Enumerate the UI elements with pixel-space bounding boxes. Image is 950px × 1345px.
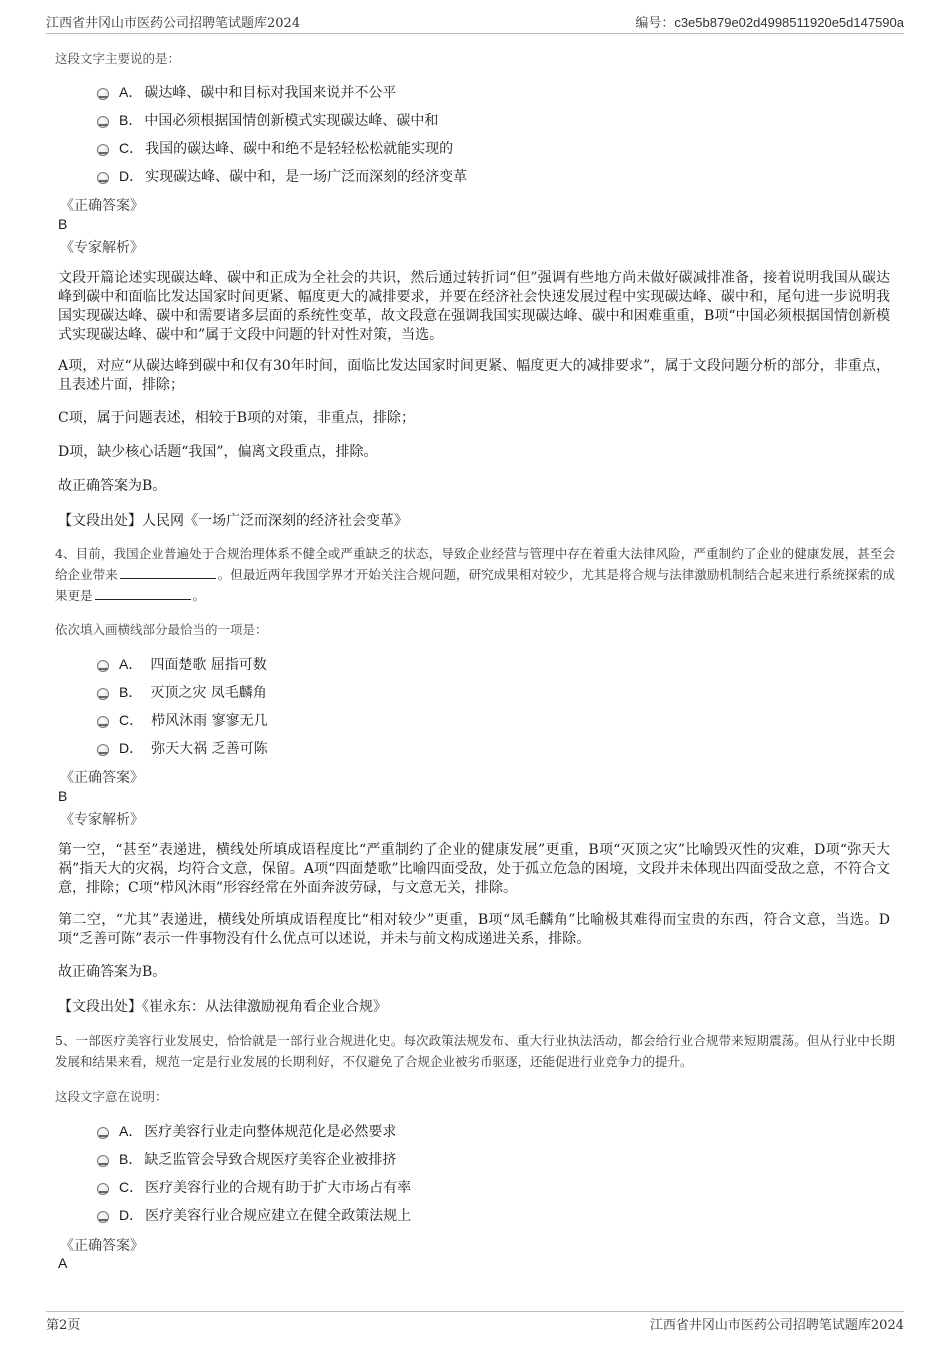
footer-title: 江西省井冈山市医药公司招聘笔试题库2024	[649, 1318, 904, 1333]
option-text: 我国的碳达峰、碳中和绝不是轻轻松松就能实现的	[145, 141, 454, 157]
blank-line	[95, 588, 191, 600]
doc-id-label: 编号：	[635, 16, 675, 31]
q3-analysis-para-5: 故正确答案为B。	[58, 478, 167, 494]
q4-option-c[interactable]	[97, 710, 268, 730]
q3-option-c[interactable]	[97, 138, 453, 158]
option-letter: A．	[119, 84, 143, 100]
option-letter: B．	[119, 112, 143, 128]
option-letter: A．	[119, 656, 143, 672]
option-text: 实现碳达峰、碳中和，是一场广泛而深刻的经济变革	[145, 169, 468, 185]
q3-analysis-para-2: A项，对应“从碳达峰到碳中和仅有30年时间，面临比发达国家时间更紧、幅度更大的减排要求”，属于文段问题分析的部分，非重点，且表述片面，排除；	[58, 358, 890, 393]
option-letter: B．	[119, 684, 143, 700]
q4-option-a[interactable]	[97, 654, 267, 674]
option-text: 栉风沐雨 寥寥无几	[151, 713, 268, 729]
blank-line	[120, 567, 216, 579]
radio-icon[interactable]	[97, 1211, 109, 1223]
option-text: 医疗美容行业的合规有助于扩大市场占有率	[145, 1180, 412, 1196]
q5-option-b[interactable]	[97, 1149, 396, 1169]
header-title: 江西省井冈山市医药公司招聘笔试题库2024	[46, 16, 301, 31]
radio-icon[interactable]	[97, 88, 109, 100]
header-doc-id	[635, 12, 904, 31]
radio-icon[interactable]	[97, 1183, 109, 1195]
q5-option-c[interactable]	[97, 1177, 411, 1197]
option-letter: C．	[119, 1179, 144, 1195]
radio-icon[interactable]	[97, 660, 109, 672]
option-letter: D．	[119, 740, 144, 756]
q3-answer-tag: 《正确答案》	[60, 198, 144, 214]
option-text: 灭顶之灾 凤毛麟角	[150, 685, 267, 701]
radio-icon[interactable]	[97, 116, 109, 128]
option-letter: C．	[119, 712, 144, 728]
radio-icon[interactable]	[97, 144, 109, 156]
page-number: 第2页	[46, 1318, 81, 1333]
option-letter: C．	[119, 140, 144, 156]
radio-icon[interactable]	[97, 716, 109, 728]
radio-icon[interactable]	[97, 172, 109, 184]
option-text: 医疗美容行业走向整体规范化是必然要求	[144, 1124, 397, 1140]
q3-analysis-tag: 《专家解析》	[60, 240, 144, 256]
q3-analysis-para-3: C项，属于问题表述，相较于B项的对策，非重点，排除；	[58, 410, 415, 426]
q4-source: 【文段出处】《崔永东：从法律激励视角看企业合规》	[58, 999, 387, 1015]
q4-stem-part-1: 4、目前，我国企业普遍处于合规治理体系不健全或严重缺乏的状态，导致企业经营与管理中存在着重大法律风险，严重制约了企业的健康发展，甚至会给企业带来	[55, 546, 895, 582]
q4-answer-tag: 《正确答案》	[60, 770, 144, 786]
q4-stem-part-3: 。	[192, 588, 206, 603]
q4-answer: B	[58, 788, 68, 804]
q5-option-a[interactable]	[97, 1121, 396, 1141]
q3-analysis-para-1: 文段开篇论述实现碳达峰、碳中和正成为全社会的共识，然后通过转折词“但”强调有些地方尚未做好碳减排准备，接着说明我国从碳达峰到碳中和面临比发达国家时间更紧、幅度更大的减排要求，并要在经济社会快速发展过程中实现碳达峰、碳中和，尾句进一步说明我国实现碳达峰、碳中和需要诸多层面的系统性变革，故文段意在强调我国实现碳达峰、碳中和困难重重，B项“中国必须根据国情创新模式实现碳达峰、碳中和”属于文段中问题的针对性对策，当选。	[58, 270, 890, 343]
q4-option-d[interactable]	[97, 738, 268, 758]
radio-icon[interactable]	[97, 1155, 109, 1167]
option-letter: D．	[119, 168, 144, 184]
q5-answer: A	[58, 1255, 68, 1271]
q5-answer-tag: 《正确答案》	[60, 1238, 144, 1254]
q4-analysis-para-1: 第一空，“甚至”表递进，横线处所填成语程度比“严重制约了企业的健康发展”更重，B项“灭顶之灾”比喻毁灭性的灾难，D项“弥天大祸”指天大的灾祸，均符合文意，保留。A项“四面楚歌”比喻四面受敌，处于孤立危急的困境，文段并未体现出四面受敌之意，不符合文意，排除；C项“栉风沐雨”形容经常在外面奔波劳碌，与文意无关，排除。	[58, 842, 890, 896]
q3-option-d[interactable]	[97, 166, 467, 186]
q4-option-b[interactable]	[97, 682, 267, 702]
q4-analysis-para-3: 故正确答案为B。	[58, 964, 167, 980]
option-text: 缺乏监管会导致合规医疗美容企业被排挤	[144, 1152, 397, 1168]
q3-source: 【文段出处】人民网《一场广泛而深刻的经济社会变革》	[58, 513, 408, 529]
q3-analysis-para-4: D项，缺少核心话题“我国”，偏离文段重点，排除。	[58, 444, 378, 460]
q5-option-d[interactable]	[97, 1205, 411, 1225]
q4-analysis-para-2: 第二空，“尤其”表递进，横线处所填成语程度比“相对较少”更重，B项“凤毛麟角”比喻极其难得而宝贵的东西，符合文意，当选。D项“乏善可陈”表示一件事物没有什么优点可以述说，并未与前文构成递进关系，排除。	[58, 912, 890, 947]
option-text: 医疗美容行业合规应建立在健全政策法规上	[145, 1208, 412, 1224]
option-text: 弥天大祸 乏善可陈	[151, 741, 268, 757]
option-letter: A．	[119, 1123, 143, 1139]
option-text: 碳达峰、碳中和目标对我国来说并不公平	[144, 85, 397, 101]
doc-id-value: c3e5b879e02d4998511920e5d147590a	[674, 15, 904, 30]
q4-analysis-tag: 《专家解析》	[60, 812, 144, 828]
option-text: 四面楚歌 屈指可数	[150, 657, 267, 673]
option-letter: D．	[119, 1207, 144, 1223]
q3-option-b[interactable]	[97, 110, 438, 130]
page-header	[46, 12, 904, 34]
q4-stem-part-2: 。但最近两年我国学界才开始关注合规问题，研究成果相对较少，尤其是将合规与法律激励机制结合起来进行系统探索的成果更是	[55, 567, 895, 603]
q5-stem: 5、一部医疗美容行业发展史，恰恰就是一部行业合规进化史。每次政策法规发布、重大行业执法活动，都会给行业合规带来短期震荡。但从行业中长期发展和结果来看，规范一定是行业发展的长期利好，不仅避免了合规企业被劣币驱逐，还能促进行业竞争力的提升。	[55, 1033, 895, 1069]
radio-icon[interactable]	[97, 1127, 109, 1139]
q4-stem	[55, 543, 895, 606]
q5-prompt: 这段文字意在说明：	[55, 1089, 168, 1104]
q3-answer: B	[58, 216, 68, 232]
page-footer	[46, 1311, 904, 1335]
radio-icon[interactable]	[97, 744, 109, 756]
q3-prompt: 这段文字主要说的是：	[55, 51, 181, 66]
option-letter: B．	[119, 1151, 143, 1167]
option-text: 中国必须根据国情创新模式实现碳达峰、碳中和	[144, 113, 439, 129]
radio-icon[interactable]	[97, 688, 109, 700]
q3-option-a[interactable]	[97, 82, 396, 102]
q4-prompt: 依次填入画横线部分最恰当的一项是：	[55, 622, 268, 637]
